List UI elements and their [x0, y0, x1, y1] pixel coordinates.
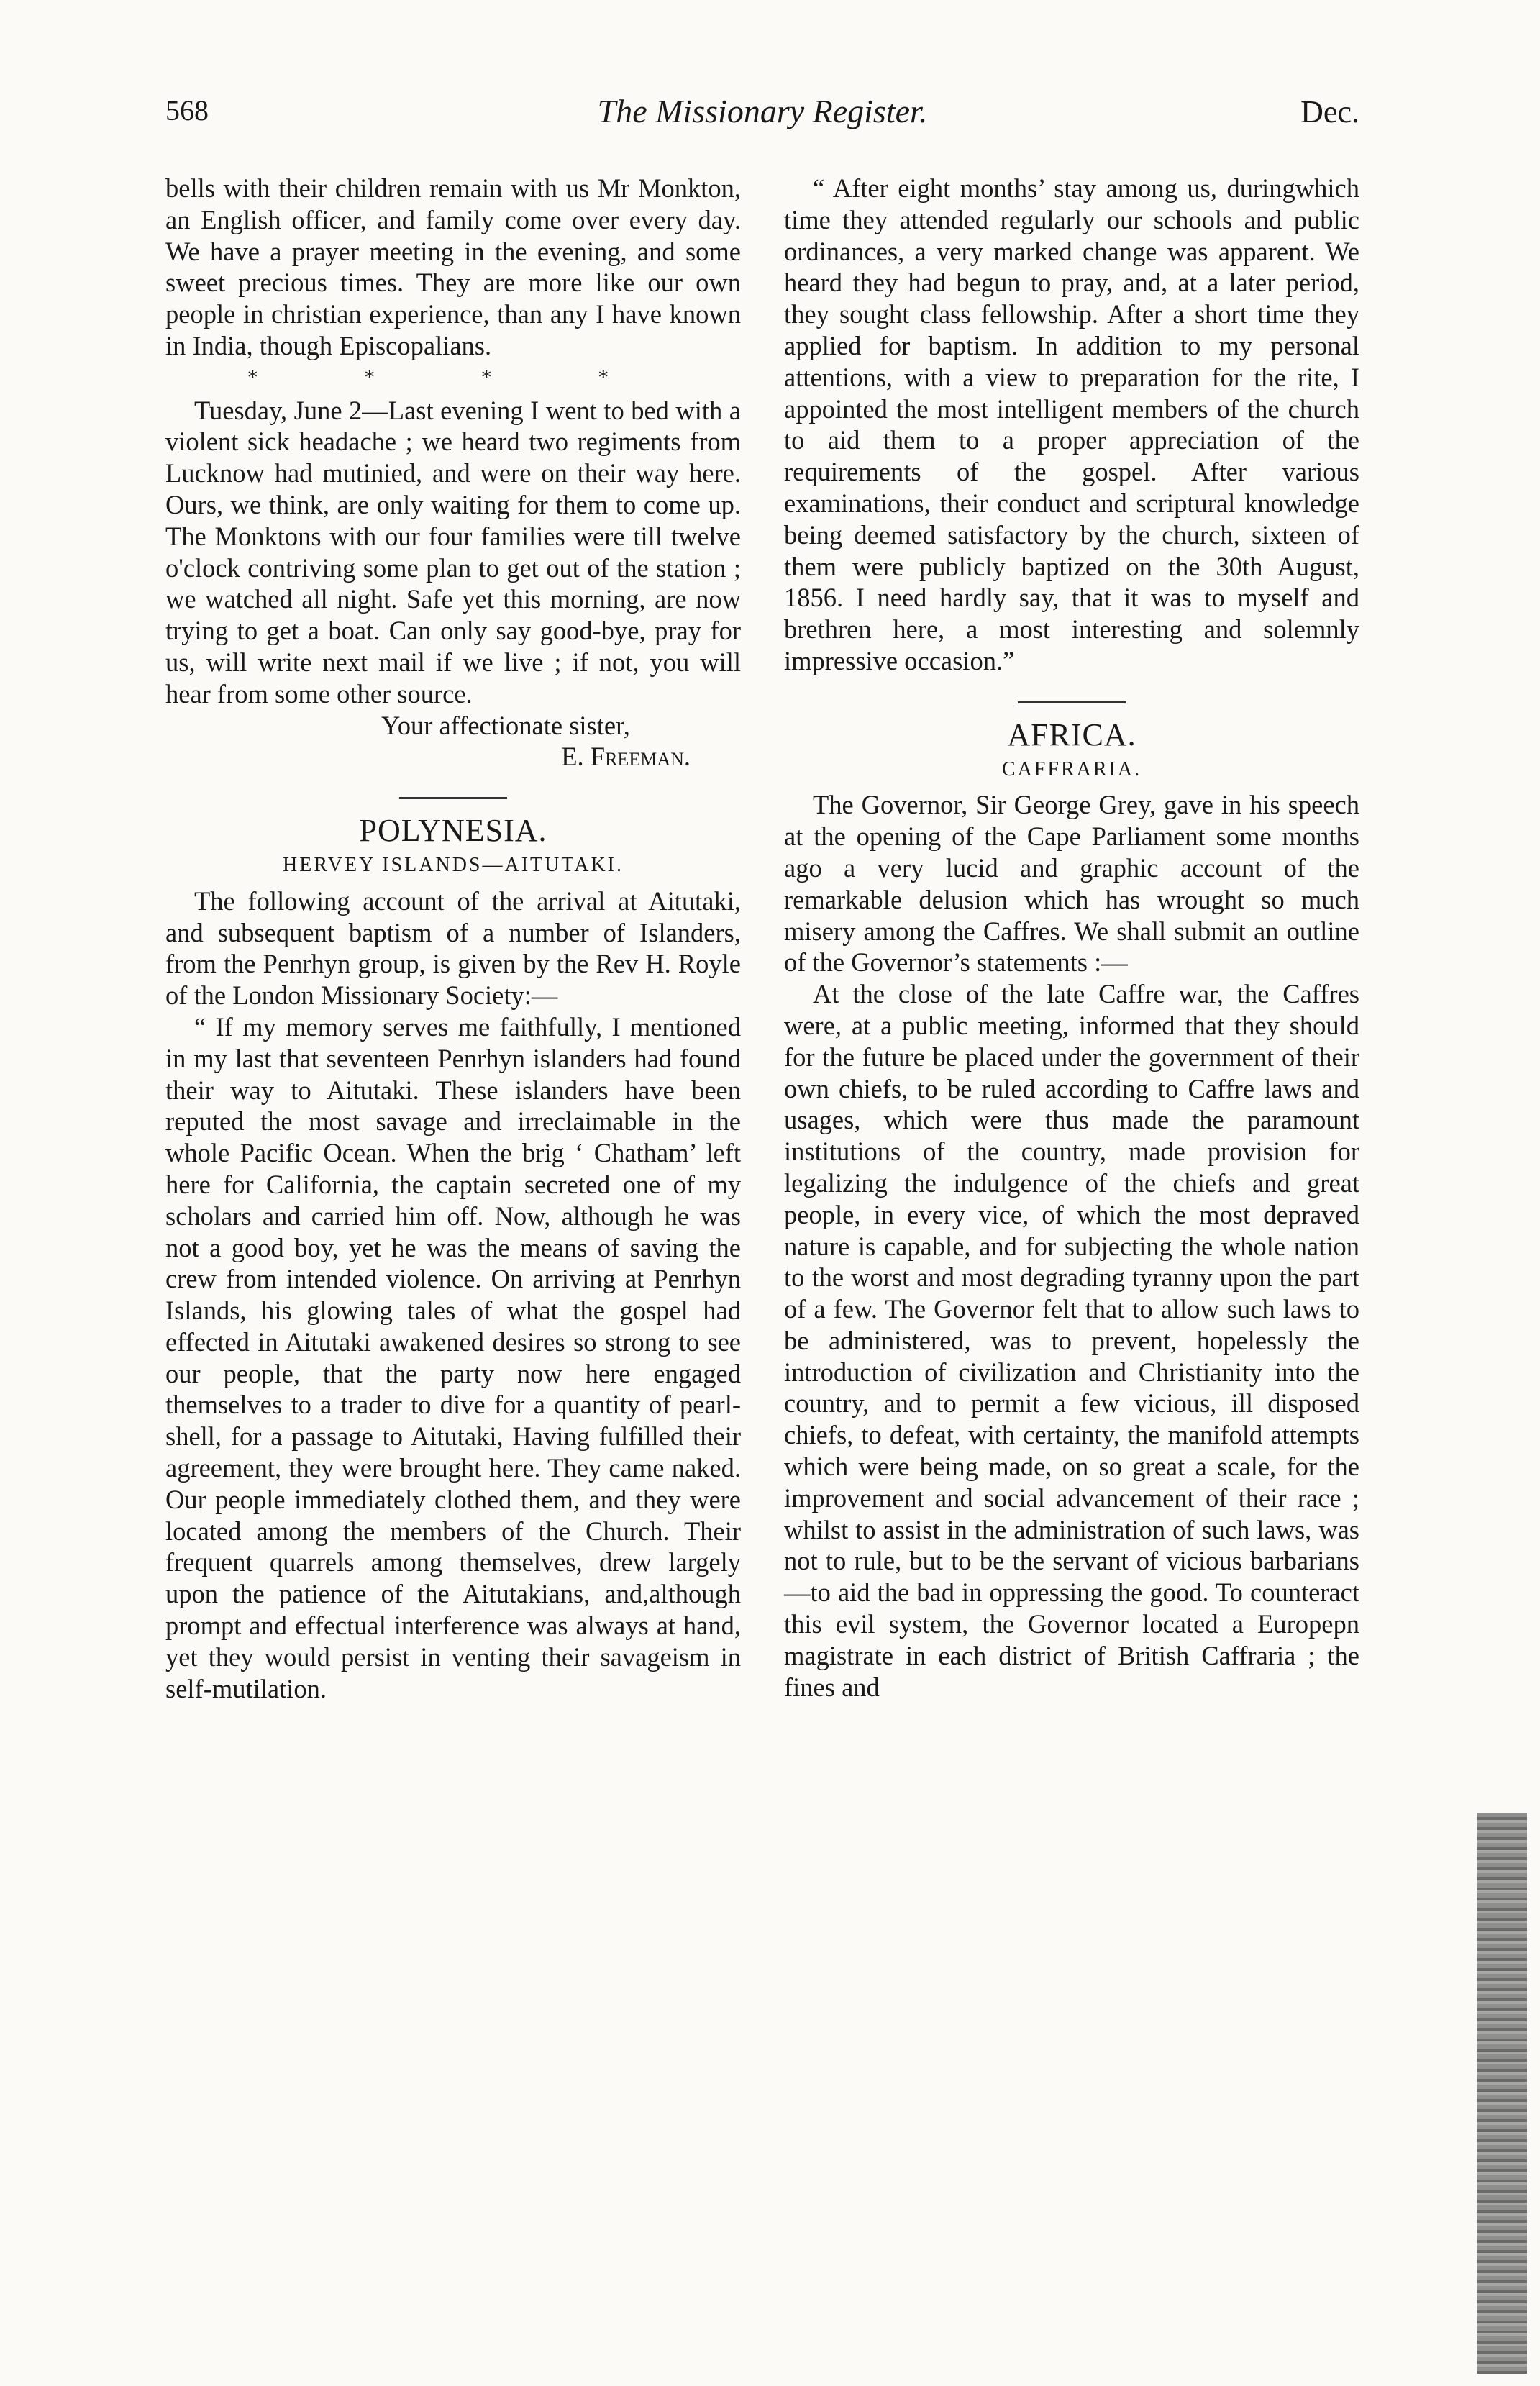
section-title-africa: AFRICA.	[1007, 716, 1136, 752]
quote-continued-paragraph: “ After eight months’ stay among us, duringwhich time they attended regularly our schools and public ordinances, a very marked change was apparent. We heard they had begun to pray, and, at a later period, they sought class fellowship. After a short time they applied for baptism. In addition to my personal attentions, with a view to preparation for the rite, I appointed the most intelligent members of the church to aid them to a proper appreciation of the requirements of the gospel. After various examinations, their conduct and scriptural knowledge being deemed satisfactory by the church, sixteen of them were publicly baptized on the 30th August, 1856. I need hardly say, that it was to myself and brethren here, a most interesting and solemnly impressive occasion.”	[784, 173, 1359, 675]
section-divider	[399, 797, 507, 799]
section-subtitle-hervey-islands: HERVEY ISLANDS—AITUTAKI.	[283, 853, 624, 876]
page-header	[165, 86, 1359, 151]
left-column	[165, 173, 741, 1704]
right-column	[784, 173, 1359, 1703]
page-number: 568	[165, 94, 209, 127]
letter-end-paragraph: bells with their children remain with us Mr Monkton, an English officer, and family come over every day. We have a prayer meeting in the evening, and some sweet precious times. They are more like our own people in christian experience, than any I have known in India, though Episcopalians.	[165, 173, 741, 360]
polynesia-intro-paragraph: The following account of the arrival at Aitutaki, and subsequent baptism of a number of Islanders, from the Penrhyn group, is given by the Rev H. Royle of the London Missionary Society:—	[165, 885, 741, 1011]
letter-sign-off: Your affectionate sister,	[381, 710, 630, 740]
polynesia-quote-paragraph: “ If my memory serves me faithfully, I mentioned in my last that seventeen Penrhyn islanders had found their way to Aitutaki. These islanders have been reputed the most savage and irreclaimable in the whole Pacific Ocean. When the brig ‘ Chatham’ left here for California, the captain secreted one of my scholars and carried him off. Now, although he was not a good boy, yet he was the means of saving the crew from intended violence. On arriving at Penrhyn Islands, his glowing tales of what the gospel had effected in Aitutaki awakened desires so strong to see our people, that the party now here engaged themselves to a trader to dive for a quantity of pearl-shell, for a passage to Aitutaki, Having fulfilled their agreement, they were brought here. They came naked. Our people immediately clothed them, and they were located among the members of the Church. Their frequent quarrels among themselves, drew largely upon the patience of the Aitutakians, and,although prompt and effectual interference was always at hand, yet they would persist in venting their savageism in self-mutilation.	[165, 1011, 741, 1703]
section-title-polynesia: POLYNESIA.	[359, 813, 547, 849]
africa-intro-paragraph: The Governor, Sir George Grey, gave in his speech at the opening of the Cape Parliament some months ago a very lucid and graphic account of the remarkable delusion which has wrought so much misery among the Caffres. We shall submit an outline of the Governor’s statements :—	[784, 790, 1359, 978]
running-title: The Missionary Register.	[597, 93, 928, 129]
africa-body-paragraph: At the close of the late Caffre war, the Caffres were, at a public meeting, informed that they should for the future be placed under the government of their own chiefs, to be ruled according to Caffre laws and usages, which were thus made the paramount institutions of the country, made provision for legalizing the indulgence of the chiefs and great people, in every vice, of which the most depraved nature is capable, and for subjecting the whole nation to the worst and most degrading tyranny upon the part of a few. The Governor felt that to allow such laws to be administered, was to prevent, hopelessly the introduction of civilization and Christianity into the country, and to permit a few vicious, ill disposed chiefs, to defeat, with certainty, the manifold attempts which were being made, on so great a scale, for the improvement and social advancement of their race ; whilst to assist in the administration of such laws, was not to rule, but to be the servant of vicious barbarians—to aid the bad in oppressing the good. To counteract this evil system, the Governor located a Europepn magistrate in each district of British Caffraria ; the fines and	[784, 979, 1359, 1702]
scan-edge-mark	[1477, 1813, 1527, 2374]
section-subtitle-caffraria: CAFFRARIA.	[1001, 757, 1142, 780]
header-month: Dec.	[1300, 94, 1359, 129]
diary-entry-paragraph: Tuesday, June 2—Last evening I went to bed with a violent sick headache ; we heard two regiments from Lucknow had mutinied, and were on their way here. Ours, we think, are only waiting for them to come up. The Monktons with our four families were till twelve o'clock contriving some plan to get out of the station ; we watched all night. Safe yet this morning, are now trying to get a boat. Can only say good-bye, pray for us, will write next mail if we live ; if not, you will hear from some other source.	[165, 395, 741, 709]
letter-signature: E. Freeman.	[561, 742, 691, 772]
document-page	[165, 86, 1359, 2359]
asterisks-separator: * * * *	[247, 365, 660, 389]
section-divider	[1018, 701, 1126, 703]
